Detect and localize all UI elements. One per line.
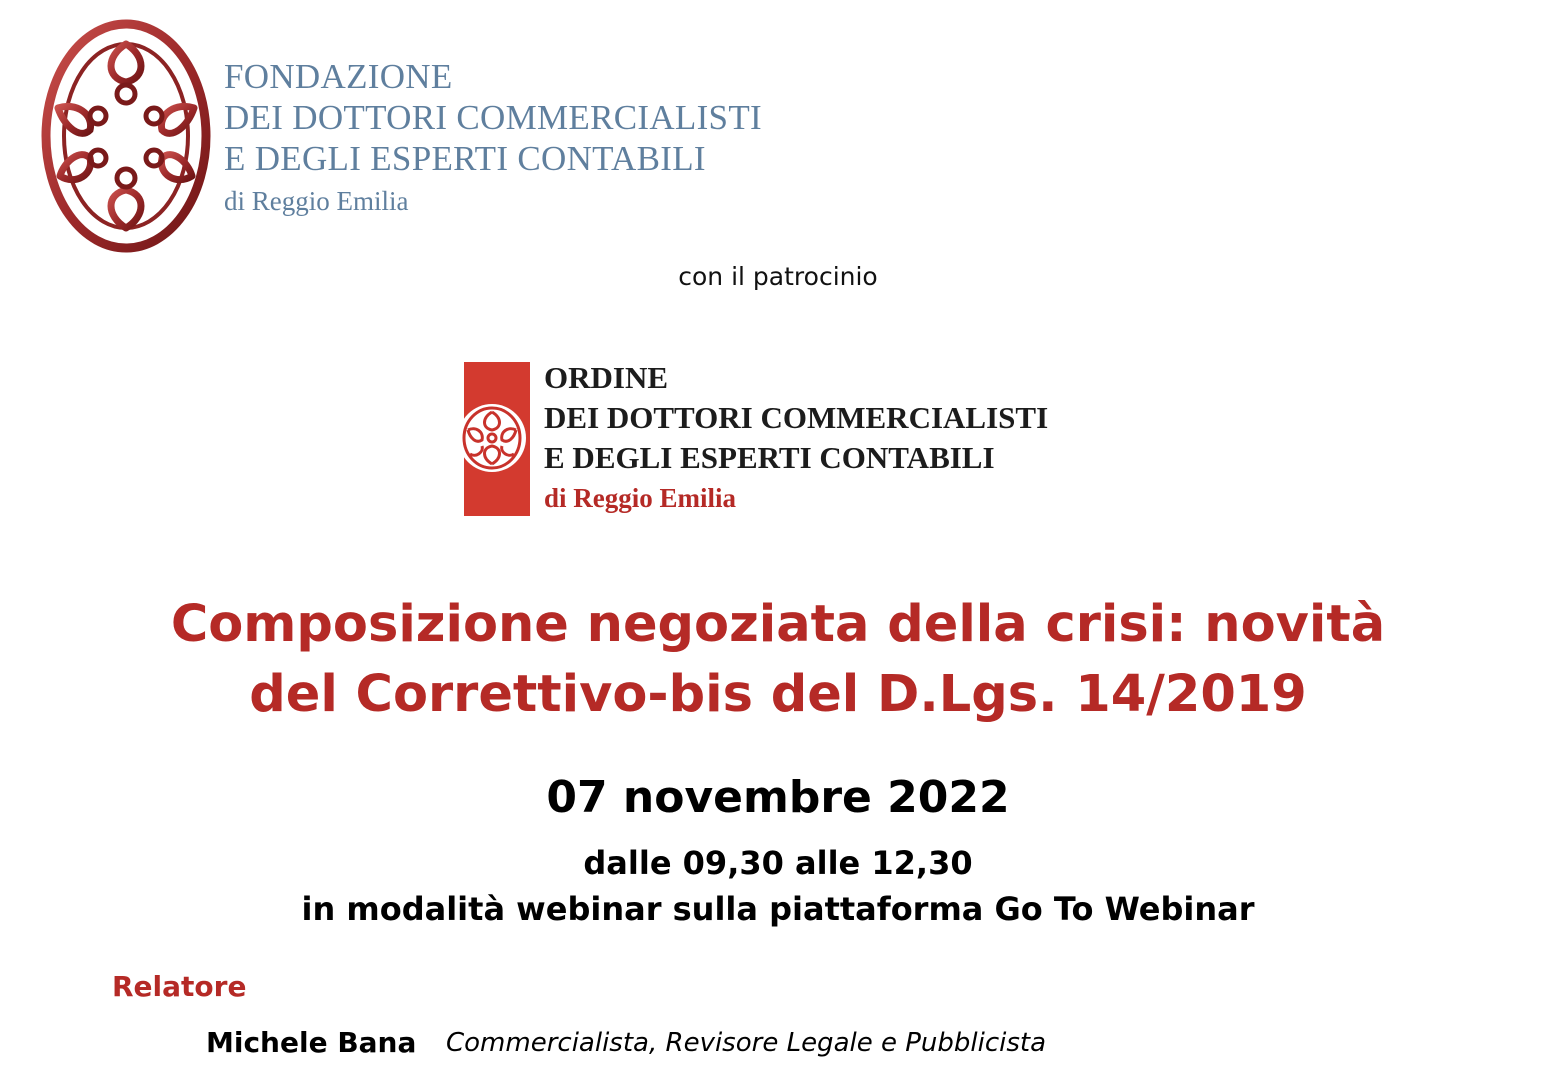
patrocinio-text: con il patrocinio [678,262,878,291]
fondazione-line-1: FONDAZIONE [224,57,453,96]
event-time: dalle 09,30 alle 12,30 [583,844,973,882]
ordine-line-3: E DEGLI ESPERTI CONTABILI [544,440,995,475]
fondazione-logo [36,16,216,256]
fondazione-name [224,56,762,222]
speaker-role: Commercialista, Revisore Legale e Pubblicista [446,1028,1047,1058]
ordine-line-4: di Reggio Emilia [544,483,737,513]
event-schedule [0,840,1556,932]
event-title-line-2: del Correttivo-bis del D.Lgs. 14/2019 [249,665,1307,724]
fondazione-line-3: E DEGLI ESPERTI CONTABILI [224,139,706,178]
speakers-label: Relatore [112,970,247,1003]
event-date: 07 novembre 2022 [546,772,1010,823]
fondazione-line-2: DEI DOTTORI COMMERCIALISTI [224,98,762,137]
fondazione-line-4: di Reggio Emilia [224,186,409,216]
event-mode: in modalità webinar sulla piattaforma Go To Webinar [301,890,1255,928]
event-title [0,590,1556,730]
ordine-logo [458,358,534,518]
ordine-line-1: ORDINE [544,360,669,395]
ordine-name [544,358,1048,518]
speaker-name: Michele Bana [206,1026,417,1059]
ordine-line-2: DEI DOTTORI COMMERCIALISTI [544,400,1049,435]
event-title-line-1: Composizione negoziata della crisi: novità [170,595,1386,654]
